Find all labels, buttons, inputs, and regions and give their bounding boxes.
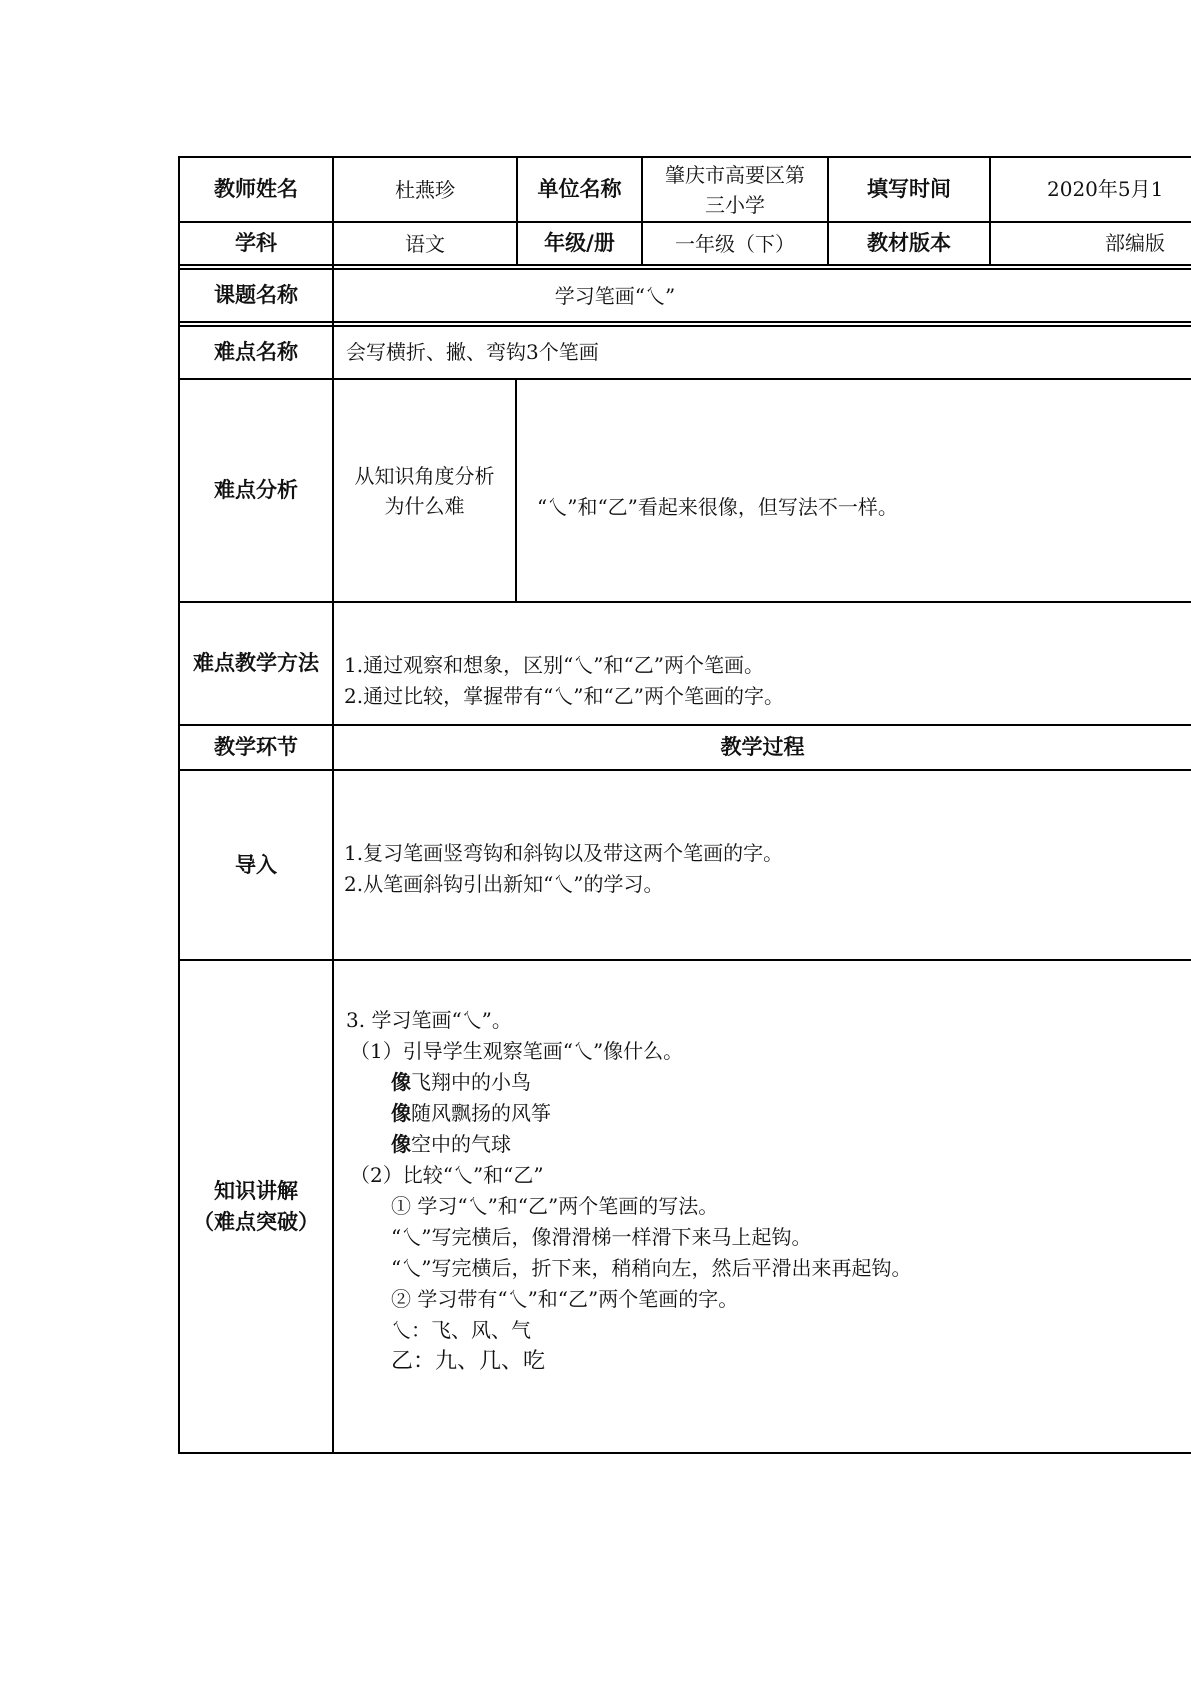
- methods-line-1: 1.通过观察和想象，区别“乀”和“乙”两个笔画。: [344, 653, 764, 677]
- teacher-name-label: 教师姓名: [214, 177, 298, 201]
- analysis-label: 难点分析: [214, 478, 298, 502]
- knowledge-line-2: （1）引导学生观察笔画“乀”像什么。: [350, 1039, 684, 1063]
- table-border-label-col: [332, 156, 334, 1454]
- difficulty-value: 会写横折、撇、弯钩3个笔画: [346, 340, 599, 364]
- like-word: 像: [391, 1132, 411, 1156]
- like-item-text: 飞翔中的小鸟: [411, 1070, 531, 1094]
- difficulty-label: 难点名称: [214, 340, 298, 364]
- knowledge-like-line-1: [391, 1067, 531, 1098]
- intro-line-2: 2.从笔画斜钩引出新知“乀”的学习。: [344, 872, 664, 896]
- subject-label: 学科: [235, 231, 277, 255]
- knowledge-label: [180, 961, 332, 1452]
- unit-value-line1: 肇庆市高要区第: [665, 162, 805, 187]
- unit-label: [518, 158, 641, 221]
- table-border: [179, 321, 1191, 323]
- analysis-subheading: [334, 380, 515, 601]
- knowledge-line-6: （2）比较“乀”和“乙”: [350, 1163, 544, 1187]
- analysis-subheading-line2: 为什么难: [384, 493, 465, 518]
- intro-label: 导入: [235, 852, 277, 877]
- table-border: [515, 378, 517, 603]
- grade-value: 一年级（下）: [675, 231, 795, 256]
- like-word: 像: [391, 1101, 411, 1125]
- knowledge-line-8: “乀”写完横后，像滑滑梯一样滑下来马上起钩。: [391, 1225, 812, 1249]
- knowledge-label-line2: （难点突破）: [193, 1209, 319, 1234]
- methods-line-2: 2.通过比较，掌握带有“乀”和“乙”两个笔画的字。: [344, 684, 784, 708]
- like-item-text: 随风飘扬的风筝: [411, 1101, 551, 1125]
- knowledge-line-9: “乀”写完横后，折下来，稍稍向左，然后平滑出来再起钩。: [391, 1256, 912, 1280]
- knowledge-line-11: 乀：飞、风、气: [391, 1318, 531, 1342]
- table-border: [179, 264, 1191, 266]
- topic-label: 课题名称: [214, 283, 298, 307]
- topic-value: 学习笔画“乀”: [554, 283, 676, 308]
- knowledge-line-10: ② 学习带有“乀”和“乙”两个笔画的字。: [391, 1287, 739, 1311]
- grade-label: 年级/册: [544, 231, 615, 255]
- knowledge-line-1: 3. 学习笔画“乀”。: [346, 1008, 512, 1032]
- table-border-bottom: [179, 1452, 1191, 1454]
- methods-label: 难点教学方法: [193, 651, 319, 675]
- intro-line-1: 1.复习笔画竖弯钩和斜钩以及带这两个笔画的字。: [344, 841, 784, 865]
- step-column-header: 教学环节: [214, 735, 298, 759]
- edition-value: 部编版: [1105, 231, 1165, 255]
- knowledge-line-12: 乙：九、几、吃: [391, 1349, 546, 1374]
- unit-value-line2: 三小学: [705, 192, 765, 217]
- date-value: 2020年5月1: [1047, 177, 1164, 201]
- date-label: 填写时间: [867, 177, 951, 201]
- edition-label: 教材版本: [867, 231, 951, 255]
- analysis-content: “乀”和“乙”看起来很像，但写法不一样。: [537, 495, 898, 519]
- teacher-name-value: 杜燕珍: [395, 177, 455, 202]
- unit-value: [643, 158, 827, 221]
- knowledge-like-line-2: [391, 1098, 551, 1129]
- like-word: 像: [391, 1070, 411, 1094]
- analysis-subheading-line1: 从知识角度分析: [354, 463, 495, 488]
- subject-value: 语文: [405, 231, 445, 256]
- like-item-text: 空中的气球: [411, 1132, 511, 1156]
- table-border: [989, 156, 991, 266]
- unit-label-text: 单位名称: [537, 177, 622, 201]
- process-column-header: 教学过程: [720, 735, 805, 759]
- knowledge-label-line1: 知识讲解: [214, 1178, 298, 1203]
- knowledge-line-7: ① 学习“乀”和“乙”两个笔画的写法。: [391, 1194, 719, 1218]
- knowledge-like-line-3: [391, 1129, 511, 1160]
